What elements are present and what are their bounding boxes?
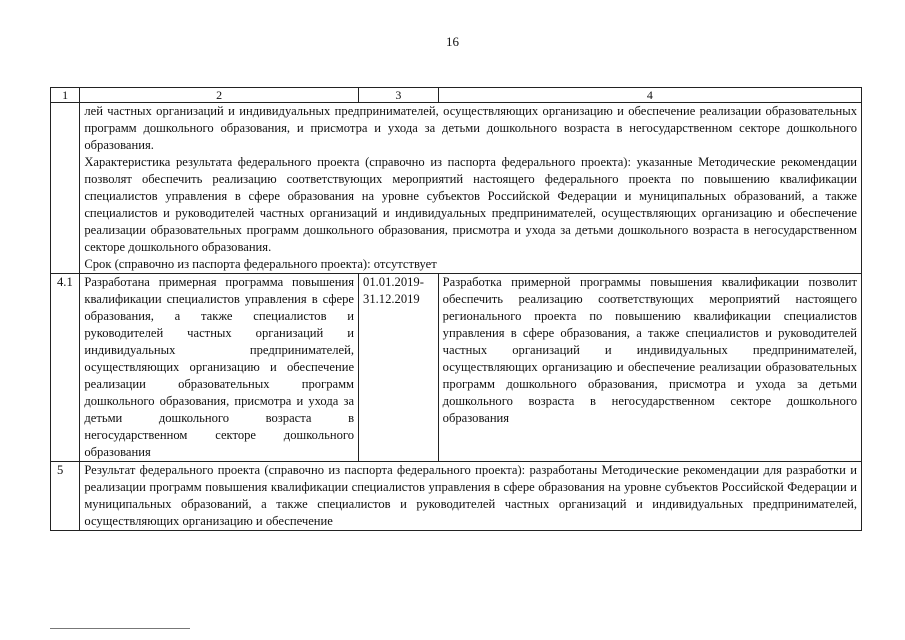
activity-description-cell [438, 274, 861, 462]
empty-number-cell [51, 103, 80, 274]
project-table [50, 87, 862, 531]
page-bottom-rule [50, 628, 190, 629]
result-cell [80, 462, 862, 531]
activity-description: Разработка примерной программы повышения квалификации позволит обеспечить реализацию соответствующих мероприятий настоящего регионального проекта по повышению квалификации специалистов управления в сфере образования, а также специалистов и руководителей частных организаций и индивидуальных предпринимателей, осуществляющих организацию и обеспечение реализации образовательных программ дошкольного образования, присмотра и ухода за детьми дошкольного возраста в негосударственном секторе дошкольного образования [442, 275, 857, 425]
column-header-3: 3 [359, 88, 439, 103]
continuation-text: лей частных организаций и индивидуальных предпринимателей, осуществляющих организацию и обеспечение реализации образовательных программ дошкольного образования, и присмотра и ухода за детьми дошкольного возраста в негосударственном секторе дошкольного образования. [84, 104, 857, 152]
table-row-continuation [51, 103, 862, 274]
row-number: 5 [51, 462, 80, 531]
activity-dates-cell [359, 274, 439, 462]
result-characteristic: Характеристика результата федерального проекта (справочно из паспорта федерального проекта): указанные Методические рекомендации позволят обеспечить реализацию соответствующих мероприятий настоящего федерального проекта по повышению квалификации специалистов управления в сфере образования на уровне субъектов Российской Федерации и муниципальных образований, а также специалистов и руководителей частных организаций и индивидуальных предпринимателей, осуществляющих организацию и обеспечение реализации образовательных программ дошкольного образования, присмотра и ухода за детьми дошкольного возраста в негосударственном секторе дошкольного образования. [84, 155, 857, 254]
table-row-5 [51, 462, 862, 531]
row-number: 4.1 [51, 274, 80, 462]
table-row-4-1 [51, 274, 862, 462]
page-number: 16 [446, 34, 459, 49]
activity-name-cell [80, 274, 359, 462]
column-header-4: 4 [438, 88, 861, 103]
column-header-1: 1 [51, 88, 80, 103]
date-start: 01.01.2019- [363, 275, 424, 289]
date-end: 31.12.2019 [363, 292, 420, 306]
column-header-2: 2 [80, 88, 359, 103]
continuation-cell [80, 103, 862, 274]
activity-name: Разработана примерная программа повышения квалификации специалистов управления в сфере образования, а также специалистов и руководителей частных организаций и индивидуальных предпринимателей, осуществляющих организацию и обеспечение реализации образовательных программ дошкольного образования, присмотра и ухода за детьми дошкольного возраста в негосударственном секторе дошкольного образования [84, 275, 355, 459]
result-deadline: Срок (справочно из паспорта федерального проекта): отсутствует [84, 257, 437, 271]
result-text: Результат федерального проекта (справочно из паспорта федерального проекта): разработаны Методические рекомендации для разработки и реализации программ повышения квалификации специалистов управления в сфере образования на уровне субъектов Российской Федерации и муниципальных образований, а также специалистов и руководителей частных организаций и индивидуальных предпринимателей, осуществляющих организацию и обеспечение [84, 463, 857, 528]
table-header-row [51, 88, 862, 103]
